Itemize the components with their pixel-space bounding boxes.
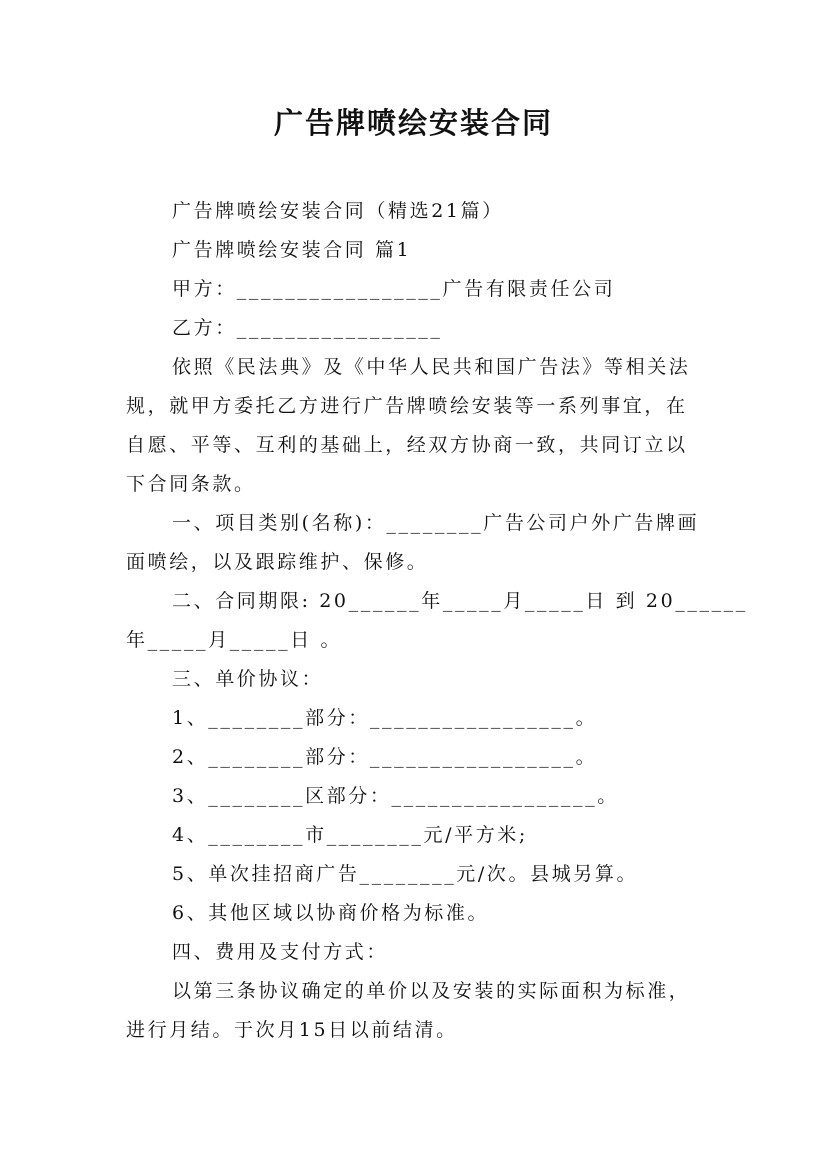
price-item-2: 2、________部分：_________________。 xyxy=(172,746,598,768)
payment-line: 进行月结。于次月15日以前结清。 xyxy=(126,1019,458,1041)
price-item-4: 4、________市________元/平方米; xyxy=(172,824,528,846)
heading-part-1: 广告牌喷绘安装合同 篇1 xyxy=(172,239,412,261)
clause-3-heading: 三、单价协议： xyxy=(172,668,324,690)
price-item-5: 5、单次挂招商广告________元/次。县城另算。 xyxy=(172,863,639,885)
paragraph-line: 依照《民法典》及《中华人民共和国广告法》等相关法 xyxy=(172,356,691,378)
paragraph-line: 规，就甲方委托乙方进行广告牌喷绘安装等一系列事宜，在 xyxy=(126,395,688,417)
paragraph-line: 自愿、平等、互利的基础上，经双方协商一致，共同订立以 xyxy=(126,434,688,456)
document-body xyxy=(126,192,748,1050)
paragraph-line: 下合同条款。 xyxy=(126,473,256,495)
price-item-6: 6、其他区域以协商价格为标准。 xyxy=(172,902,490,924)
clause-2-line: 年_____月_____日 。 xyxy=(126,629,343,651)
party-b-line: 乙方：_________________ xyxy=(172,317,443,339)
document-title: 广告牌喷绘安装合同 xyxy=(273,106,553,140)
clause-2-line: 二、合同期限: 20______年_____月_____日 到 20______ xyxy=(172,590,748,612)
price-item-1: 1、________部分：_________________。 xyxy=(172,707,598,729)
heading-collection: 广告牌喷绘安装合同（精选21篇） xyxy=(172,200,504,222)
price-item-3: 3、________区部分：_________________。 xyxy=(172,785,619,807)
clause-1-line: 面喷绘，以及跟踪维护、保修。 xyxy=(126,551,429,573)
payment-line: 以第三条协议确定的单价以及安装的实际面积为标准， xyxy=(172,980,691,1002)
clause-4-heading: 四、费用及支付方式： xyxy=(172,941,389,963)
clause-1-line: 一、项目类别(名称)：________广告公司户外广告牌画 xyxy=(172,512,700,534)
party-a-line: 甲方：_________________广告有限责任公司 xyxy=(172,278,616,300)
